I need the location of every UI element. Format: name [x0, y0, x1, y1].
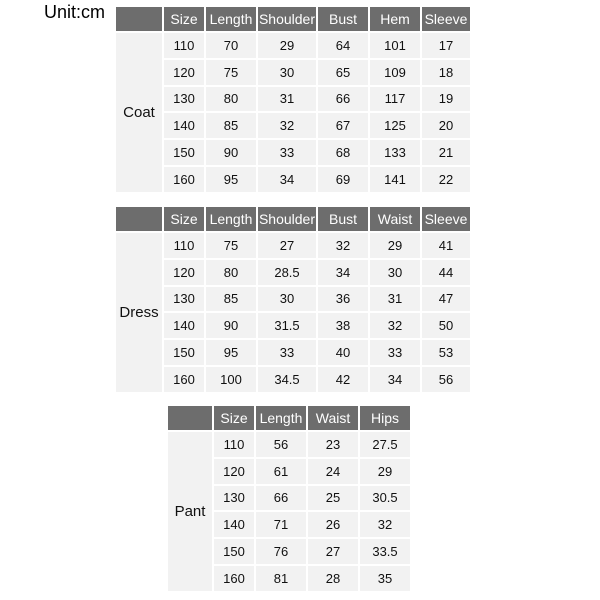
table-cell: 22: [422, 167, 470, 192]
column-header-size: Size: [164, 207, 204, 231]
table-cell: 133: [370, 140, 420, 165]
table-cell: 31: [370, 287, 420, 312]
table-cell: 50: [422, 313, 470, 338]
table-cell: 33: [258, 140, 316, 165]
table-cell: 30: [258, 287, 316, 312]
column-header-shoulder: Shoulder: [258, 207, 316, 231]
table-cell: 28: [308, 566, 358, 591]
table-cell: 65: [318, 60, 368, 85]
table-cell: 76: [256, 539, 306, 564]
table-row: [116, 287, 470, 312]
table-cell: 110: [164, 233, 204, 258]
table-cell: 80: [206, 260, 256, 285]
column-header-sleeve: Sleeve: [422, 7, 470, 31]
table-cell: 160: [164, 367, 204, 392]
column-header-sleeve: Sleeve: [422, 207, 470, 231]
table-cell: 26: [308, 512, 358, 537]
table-cell: 27: [258, 233, 316, 258]
table-cell: 27.5: [360, 432, 410, 457]
column-header-waist: Waist: [308, 406, 358, 430]
table-cell: 150: [214, 539, 254, 564]
table-cell: 40: [318, 340, 368, 365]
table-cell: 100: [206, 367, 256, 392]
table-cell: 75: [206, 233, 256, 258]
table-cell: 53: [422, 340, 470, 365]
table-row: [116, 167, 470, 192]
table-cell: 30: [370, 260, 420, 285]
table-cell: 68: [318, 140, 368, 165]
table-cell: 34: [370, 367, 420, 392]
table-cell: 70: [206, 33, 256, 58]
table-cell: 69: [318, 167, 368, 192]
category-label: Coat: [116, 33, 162, 192]
table-row: [116, 33, 470, 58]
table-cell: 31.5: [258, 313, 316, 338]
header-corner: [116, 207, 162, 231]
table-cell: 20: [422, 113, 470, 138]
header-row: [168, 406, 410, 430]
table-cell: 75: [206, 60, 256, 85]
column-header-length: Length: [206, 7, 256, 31]
header-row: [116, 207, 470, 231]
table-cell: 109: [370, 60, 420, 85]
table-row: [116, 233, 470, 258]
table-cell: 141: [370, 167, 420, 192]
table-cell: 19: [422, 87, 470, 112]
table-row: [116, 340, 470, 365]
table-cell: 130: [164, 287, 204, 312]
table-cell: 130: [164, 87, 204, 112]
table-cell: 31: [258, 87, 316, 112]
table-cell: 34: [258, 167, 316, 192]
table-row: [116, 367, 470, 392]
table-cell: 33.5: [360, 539, 410, 564]
table-row: [116, 87, 470, 112]
table-cell: 140: [214, 512, 254, 537]
table-cell: 140: [164, 113, 204, 138]
table-row: [168, 432, 410, 457]
table-cell: 66: [318, 87, 368, 112]
table-cell: 140: [164, 313, 204, 338]
table-cell: 130: [214, 486, 254, 511]
table-cell: 120: [214, 459, 254, 484]
table-cell: 23: [308, 432, 358, 457]
table-cell: 95: [206, 167, 256, 192]
table-cell: 33: [370, 340, 420, 365]
table-row: [116, 140, 470, 165]
column-header-hips: Hips: [360, 406, 410, 430]
table-cell: 125: [370, 113, 420, 138]
unit-label: Unit:cm: [44, 2, 106, 22]
table-cell: 150: [164, 140, 204, 165]
column-header-length: Length: [256, 406, 306, 430]
table-cell: 30.5: [360, 486, 410, 511]
table-cell: 90: [206, 140, 256, 165]
table-cell: 160: [164, 167, 204, 192]
column-header-waist: Waist: [370, 207, 420, 231]
table-cell: 34: [318, 260, 368, 285]
table-cell: 38: [318, 313, 368, 338]
table-cell: 120: [164, 260, 204, 285]
table-cell: 85: [206, 113, 256, 138]
column-header-hem: Hem: [370, 7, 420, 31]
table-cell: 160: [214, 566, 254, 591]
table-cell: 56: [256, 432, 306, 457]
table-cell: 29: [360, 459, 410, 484]
pant-size-table: [166, 404, 412, 593]
table-cell: 29: [258, 33, 316, 58]
table-cell: 80: [206, 87, 256, 112]
table-cell: 32: [318, 233, 368, 258]
table-row: [116, 313, 470, 338]
table-cell: 32: [370, 313, 420, 338]
table-cell: 90: [206, 313, 256, 338]
column-header-shoulder: Shoulder: [258, 7, 316, 31]
column-header-bust: Bust: [318, 7, 368, 31]
table-row: [116, 260, 470, 285]
table-cell: 17: [422, 33, 470, 58]
table-cell: 110: [214, 432, 254, 457]
table-cell: 29: [370, 233, 420, 258]
category-label: Pant: [168, 432, 212, 591]
table-cell: 25: [308, 486, 358, 511]
table-cell: 34.5: [258, 367, 316, 392]
table-cell: 66: [256, 486, 306, 511]
column-header-size: Size: [164, 7, 204, 31]
table-cell: 30: [258, 60, 316, 85]
table-cell: 41: [422, 233, 470, 258]
table-cell: 61: [256, 459, 306, 484]
table-cell: 24: [308, 459, 358, 484]
table-row: [116, 113, 470, 138]
table-cell: 101: [370, 33, 420, 58]
table-cell: 32: [258, 113, 316, 138]
column-header-size: Size: [214, 406, 254, 430]
table-cell: 71: [256, 512, 306, 537]
coat-size-table: [114, 5, 472, 194]
table-cell: 120: [164, 60, 204, 85]
category-label: Dress: [116, 233, 162, 392]
column-header-length: Length: [206, 207, 256, 231]
table-cell: 110: [164, 33, 204, 58]
table-cell: 47: [422, 287, 470, 312]
table-cell: 33: [258, 340, 316, 365]
table-cell: 32: [360, 512, 410, 537]
table-cell: 44: [422, 260, 470, 285]
header-row: [116, 7, 470, 31]
header-corner: [168, 406, 212, 430]
table-cell: 95: [206, 340, 256, 365]
table-cell: 150: [164, 340, 204, 365]
table-cell: 28.5: [258, 260, 316, 285]
dress-size-table: [114, 205, 472, 394]
table-cell: 35: [360, 566, 410, 591]
table-cell: 42: [318, 367, 368, 392]
table-cell: 27: [308, 539, 358, 564]
table-cell: 64: [318, 33, 368, 58]
table-cell: 81: [256, 566, 306, 591]
table-cell: 36: [318, 287, 368, 312]
table-cell: 18: [422, 60, 470, 85]
table-cell: 21: [422, 140, 470, 165]
table-cell: 117: [370, 87, 420, 112]
table-cell: 56: [422, 367, 470, 392]
table-cell: 85: [206, 287, 256, 312]
table-cell: 67: [318, 113, 368, 138]
header-corner: [116, 7, 162, 31]
table-row: [116, 60, 470, 85]
column-header-bust: Bust: [318, 207, 368, 231]
